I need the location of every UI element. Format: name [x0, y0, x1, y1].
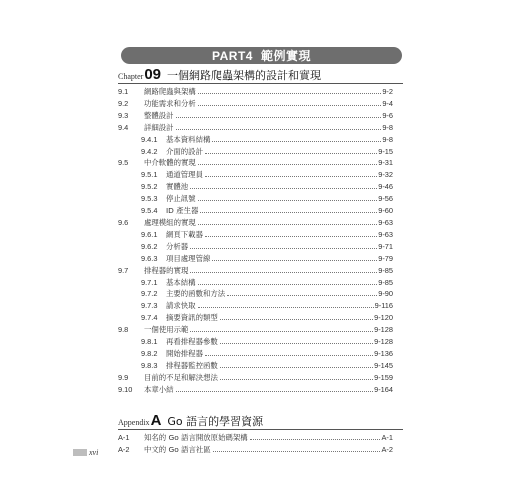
toc-entry-number: 9.7.2: [141, 289, 158, 299]
toc-leader: [198, 105, 382, 106]
part-label: PART4: [212, 48, 253, 63]
toc-entry-page: 9-71: [378, 241, 393, 251]
toc-entry-title: 主要的函數和方法: [166, 289, 226, 299]
toc-entry: [118, 300, 393, 312]
toc-entry-number: 9.4: [118, 122, 129, 132]
toc-entry-title: 請求快取: [166, 301, 196, 311]
toc-entry-title: 通道管理員: [166, 170, 203, 180]
toc-leader: [220, 367, 373, 368]
toc-entry: [118, 372, 393, 384]
toc-entry-number: 9.7.1: [141, 277, 158, 287]
toc-entry-number: 9.6: [118, 217, 129, 227]
toc-entry-number: 9.6.2: [141, 241, 158, 251]
toc-entry-page: A-2: [381, 444, 393, 454]
toc-entry-title: 處理模組的實現: [144, 217, 196, 227]
toc-leader: [190, 248, 377, 249]
toc-entry-page: 9-159: [374, 372, 393, 382]
toc-leader: [198, 224, 377, 225]
chapter-title: 一個網路爬蟲架構的設計和實現: [167, 69, 322, 82]
page-number: xvi: [89, 448, 99, 457]
toc-entry-number: 9.5.1: [141, 170, 158, 180]
toc-entry-page: 9-4: [382, 98, 393, 108]
toc-entry: [118, 348, 393, 360]
toc-leader: [212, 260, 377, 261]
chapter-word: Chapter: [118, 72, 144, 81]
toc-leader: [220, 319, 373, 320]
toc-entry-page: 9-116: [374, 301, 393, 311]
toc-entry-page: 9-8: [382, 134, 393, 144]
toc-entry-title: 項目處理管線: [166, 253, 211, 263]
toc-entry: [118, 193, 393, 205]
toc-entry: [118, 169, 393, 181]
toc-entry-number: 9.5.3: [141, 194, 158, 204]
toc-entry-title: ID 產生器: [166, 206, 199, 216]
toc-entry: [118, 229, 393, 241]
toc-leader: [198, 200, 378, 201]
toc-entry: [118, 432, 393, 444]
toc-entry-title: 分析器: [166, 241, 189, 251]
toc-entry: [118, 146, 393, 158]
page-footer: [73, 448, 98, 457]
toc-leader: [205, 236, 377, 237]
toc-entry-page: 9-85: [378, 265, 393, 275]
toc-entry-title: 介面的設計: [166, 146, 203, 156]
part-title: 範例實現: [260, 49, 311, 63]
toc-entry-title: 基本資料結構: [166, 134, 211, 144]
toc-entry-number: 9.10: [118, 384, 133, 394]
toc-entry-number: 9.5.2: [141, 182, 158, 192]
toc-entry-number: 9.7: [118, 265, 129, 275]
toc-entry-title: 排程器監控函數: [166, 360, 218, 370]
appendix-title: Go 語言的學習資源: [167, 415, 264, 428]
toc-entry-number: 9.3: [118, 110, 129, 120]
toc-entry-number: 9.9: [118, 372, 129, 382]
toc-leader: [190, 272, 377, 273]
toc-entry: [118, 157, 393, 169]
toc-entry-number: 9.6.3: [141, 253, 158, 263]
toc-entry-number: 9.6.1: [141, 229, 158, 239]
toc-entry-number: 9.5: [118, 158, 129, 168]
toc-entry-page: 9-90: [378, 289, 393, 299]
toc-leader: [198, 93, 382, 94]
part-banner: [121, 47, 402, 64]
toc-entry: [118, 181, 393, 193]
toc-entry: [118, 253, 393, 265]
toc-entry-title: 摘要資訊的類型: [166, 313, 218, 323]
toc-entry-title: 再看排程器參數: [166, 337, 218, 347]
toc-entry: [118, 288, 393, 300]
toc-leader: [176, 129, 382, 130]
toc-entry-title: 本章小結: [144, 384, 174, 394]
toc-entry-page: 9-8: [382, 122, 393, 132]
toc-entry: [118, 241, 393, 253]
toc-entry: [118, 98, 393, 110]
toc-entry-page: 9-164: [374, 384, 393, 394]
toc-entry: [118, 360, 393, 372]
toc-entry-number: 9.2: [118, 98, 129, 108]
appendix-rule: [118, 429, 403, 430]
toc-entry: [118, 277, 393, 289]
toc-entry: [118, 217, 393, 229]
toc-entry-page: 9-6: [382, 110, 393, 120]
toc-leader: [198, 307, 374, 308]
toc-leader: [205, 176, 377, 177]
appendix-letter: A: [150, 412, 162, 429]
appendix-toc-list: [118, 432, 393, 456]
toc-leader: [205, 153, 377, 154]
toc-entry-title: 網路爬蟲與架構: [144, 87, 196, 96]
appendix-word: Appendix: [118, 418, 150, 427]
toc-leader: [200, 212, 377, 213]
toc-entry-title: 排程器的實現: [144, 265, 189, 275]
toc-leader: [213, 451, 381, 452]
toc-entry: [118, 336, 393, 348]
toc-entry: [118, 312, 393, 324]
toc-entry-title: 功能需求和分析: [144, 98, 196, 108]
toc-entry-page: 9-63: [378, 217, 393, 227]
toc-entry: [118, 444, 393, 456]
toc-leader: [198, 284, 378, 285]
toc-entry: [118, 110, 393, 122]
toc-entry-title: 整體設計: [144, 110, 174, 120]
toc-entry-title: 詳細設計: [144, 122, 174, 132]
toc-entry-number: 9.4.2: [141, 146, 158, 156]
toc-entry-title: 中介軟體的實現: [144, 158, 196, 168]
toc-entry-title: 開始排程器: [166, 348, 203, 358]
toc-entry-title: 一個使用示範: [144, 325, 189, 335]
toc-leader: [198, 164, 377, 165]
toc-entry-number: 9.8.1: [141, 337, 158, 347]
toc-entry-title: 知名的 Go 語言開放原始碼架構: [144, 433, 248, 442]
toc-entry-number: 9.7.3: [141, 301, 158, 311]
toc-entry-page: 9-136: [374, 348, 393, 358]
toc-leader: [250, 439, 381, 440]
toc-entry-page: 9-60: [378, 206, 393, 216]
footer-marker: [73, 449, 87, 456]
toc-entry: [118, 384, 393, 396]
toc-entry-number: 9.7.4: [141, 313, 158, 323]
toc-entry-page: A-1: [381, 433, 393, 442]
toc-entry-page: 9-145: [374, 360, 393, 370]
toc-entry-title: 基本結構: [166, 277, 196, 287]
toc-entry-page: 9-46: [378, 182, 393, 192]
toc-entry-number: 9.4.1: [141, 134, 158, 144]
toc-entry-title: 中文的 Go 語言社區: [144, 444, 211, 454]
toc-entry-number: 9.8.3: [141, 360, 158, 370]
toc-entry: [118, 122, 393, 134]
toc-entry-number: 9.8: [118, 325, 129, 335]
toc-entry-page: 9-32: [378, 170, 393, 180]
toc-entry: [118, 134, 393, 146]
toc-leader: [176, 117, 382, 118]
toc-entry-title: 實體池: [166, 182, 189, 192]
chapter-toc-list: [118, 86, 393, 396]
toc-entry: [118, 265, 393, 277]
toc-leader: [176, 391, 374, 392]
toc-entry-page: 9-120: [374, 313, 393, 323]
toc-leader: [212, 141, 381, 142]
toc-entry-page: 9-2: [382, 87, 393, 96]
toc-entry-page: 9-128: [374, 325, 393, 335]
toc-entry-page: 9-79: [378, 253, 393, 263]
chapter-number: 09: [144, 66, 162, 83]
toc-entry-page: 9-63: [378, 229, 393, 239]
toc-leader: [220, 379, 373, 380]
toc-leader: [190, 188, 377, 189]
toc-entry-number: 9.8.2: [141, 348, 158, 358]
toc-leader: [227, 295, 377, 296]
chapter-rule: [118, 83, 403, 84]
toc-entry-page: 9-128: [374, 337, 393, 347]
toc-entry-number: 9.5.4: [141, 206, 158, 216]
toc-entry-page: 9-15: [378, 146, 393, 156]
appendix-heading: [118, 412, 408, 429]
toc-entry-page: 9-31: [378, 158, 393, 168]
toc-entry-page: 9-85: [378, 277, 393, 287]
chapter-heading: [118, 66, 408, 83]
toc-entry-title: 停止訊號: [166, 194, 196, 204]
toc-entry-title: 網頁下載器: [166, 229, 203, 239]
toc-entry: [118, 205, 393, 217]
toc-leader: [205, 355, 373, 356]
toc-leader: [220, 343, 373, 344]
toc-entry-page: 9-56: [378, 194, 393, 204]
toc-entry-title: 目前的不足和解決想法: [144, 372, 218, 382]
toc-entry: [118, 86, 393, 98]
toc-leader: [190, 331, 373, 332]
toc-entry-number: 9.1: [118, 87, 129, 96]
toc-entry-number: A-2: [118, 444, 130, 454]
toc-entry-number: A-1: [118, 433, 130, 442]
toc-entry: [118, 324, 393, 336]
